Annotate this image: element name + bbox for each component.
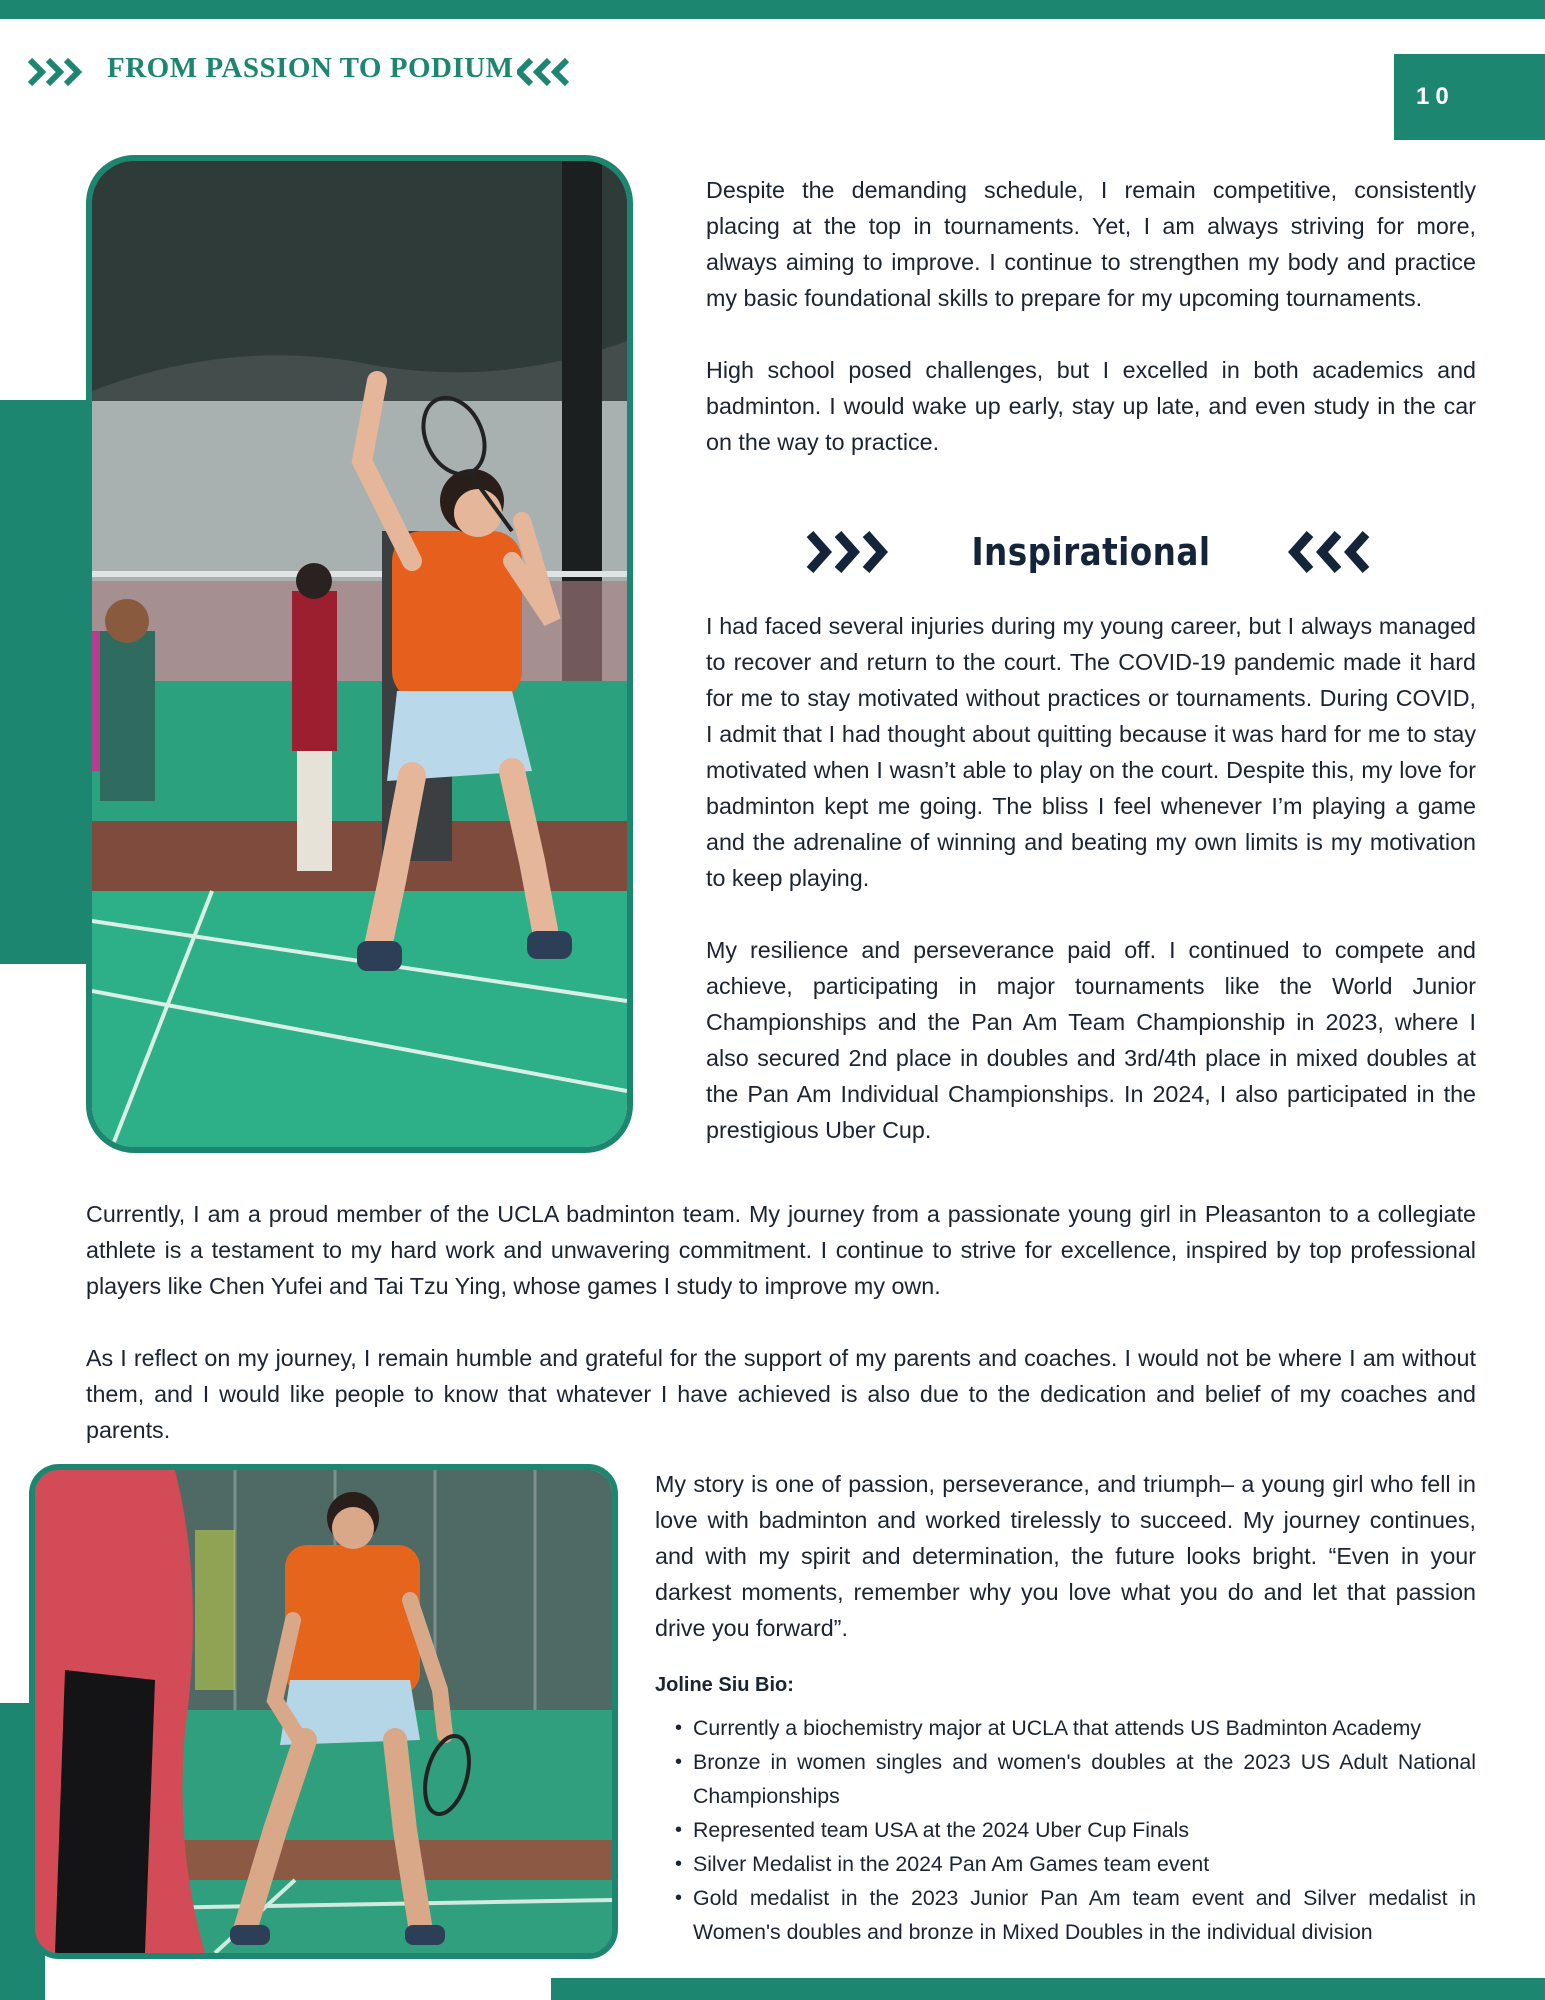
intro-paragraph: High school posed challenges, but I excelled in both academics and badminton. I would wake up early, stay up late, and even study in the car on the way to practice.: [706, 357, 1476, 455]
intro-paragraph: Despite the demanding schedule, I remain competitive, consistently placing at the top in tournaments. Yet, I am always striving for more, always aiming to improve. I continue to strengthen my body and practice my basic foundational skills to prepare for my upcoming tournaments.: [706, 177, 1476, 311]
page-number: 10: [1416, 83, 1455, 110]
section-heading-row: [706, 522, 1476, 582]
body-paragraph: As I reflect on my journey, I remain humble and grateful for the support of my parents and coaches. I would not be where I am without them, and I would like people to know that whatever I have achieved is also due to the dedication and belief of my coaches and parents.: [86, 1345, 1476, 1443]
full-width-text: [86, 1196, 1476, 1448]
bio-item: • Bronze in women singles and women's doubles at the 2023 US Adult National Championships: [655, 1745, 1476, 1813]
bio-item: • Gold medalist in the 2023 Junior Pan Am team event and Silver medalist in Women's doubles and bronze in Mixed Doubles in the individual division: [655, 1881, 1476, 1949]
bio-list: [655, 1711, 1476, 1949]
inspirational-text-column: [706, 608, 1476, 1148]
bottom-accent-bar: [551, 1978, 1545, 2000]
chevrons-right-icon: [806, 528, 896, 576]
body-paragraph: Currently, I am a proud member of the UCLA badminton team. My journey from a passionate young girl in Pleasanton to a collegiate athlete is a testament to my hard work and unwavering commitment. I continue to strive for excellence, inspired by top professional players like Chen Yufei and Tai Tzu Ying, whose games I study to improve my own.: [86, 1201, 1476, 1299]
closing-paragraph: My story is one of passion, perseverance, and triumph– a young girl who fell in love with badminton and worked tirelessly to succeed. My journey continues, and with my spirit and determination, the future looks bright. “Even in your darkest moments, remember why you love what you do and let that passion drive you forward”.: [655, 1471, 1476, 1641]
badminton-player-ready-stance-photo: [29, 1464, 618, 1959]
chevrons-left-icon: [1286, 528, 1376, 576]
page-number-badge: [1394, 54, 1545, 140]
top-accent-bar: [0, 0, 1545, 19]
chevrons-right-icon: [28, 57, 86, 87]
badminton-player-smash-photo: [86, 155, 633, 1153]
bio-title: Joline Siu Bio:: [655, 1674, 794, 1696]
intro-text-column: [706, 172, 1476, 460]
left-accent-block: [0, 400, 90, 964]
section-heading: Inspirational: [971, 530, 1211, 574]
chevrons-left-icon: [517, 57, 571, 87]
bio-item: • Currently a biochemistry major at UCLA that attends US Badminton Academy: [655, 1711, 1476, 1745]
photo-illustration: [35, 1470, 612, 1953]
bio-item: • Represented team USA at the 2024 Uber Cup Finals: [655, 1813, 1476, 1847]
closing-text: [655, 1466, 1476, 1646]
magazine-section-title: FROM PASSION TO PODIUM: [107, 52, 514, 84]
inspirational-paragraph: I had faced several injuries during my young career, but I always managed to recover and return to the court. The COVID-19 pandemic made it hard for me to stay motivated without practices or tournaments. During COVID, I admit that I had thought about quitting because it was hard for me to stay motivated when I wasn’t able to play on the court. Despite this, my love for badminton kept me going. The bliss I feel whenever I’m playing a game and the adrenaline of winning and beating my own limits is my motivation to keep playing.: [706, 613, 1476, 891]
inspirational-paragraph: My resilience and perseverance paid off. I continued to compete and achieve, participating in major tournaments like the World Junior Championships and the Pan Am Team Championship in 2023, where I also secured 2nd place in doubles and 3rd/4th place in mixed doubles at the Pan Am Individual Championships. In 2024, I also participated in the prestigious Uber Cup.: [706, 937, 1476, 1143]
photo-illustration: [92, 161, 627, 1147]
bio-item: • Silver Medalist in the 2024 Pan Am Games team event: [655, 1847, 1476, 1881]
